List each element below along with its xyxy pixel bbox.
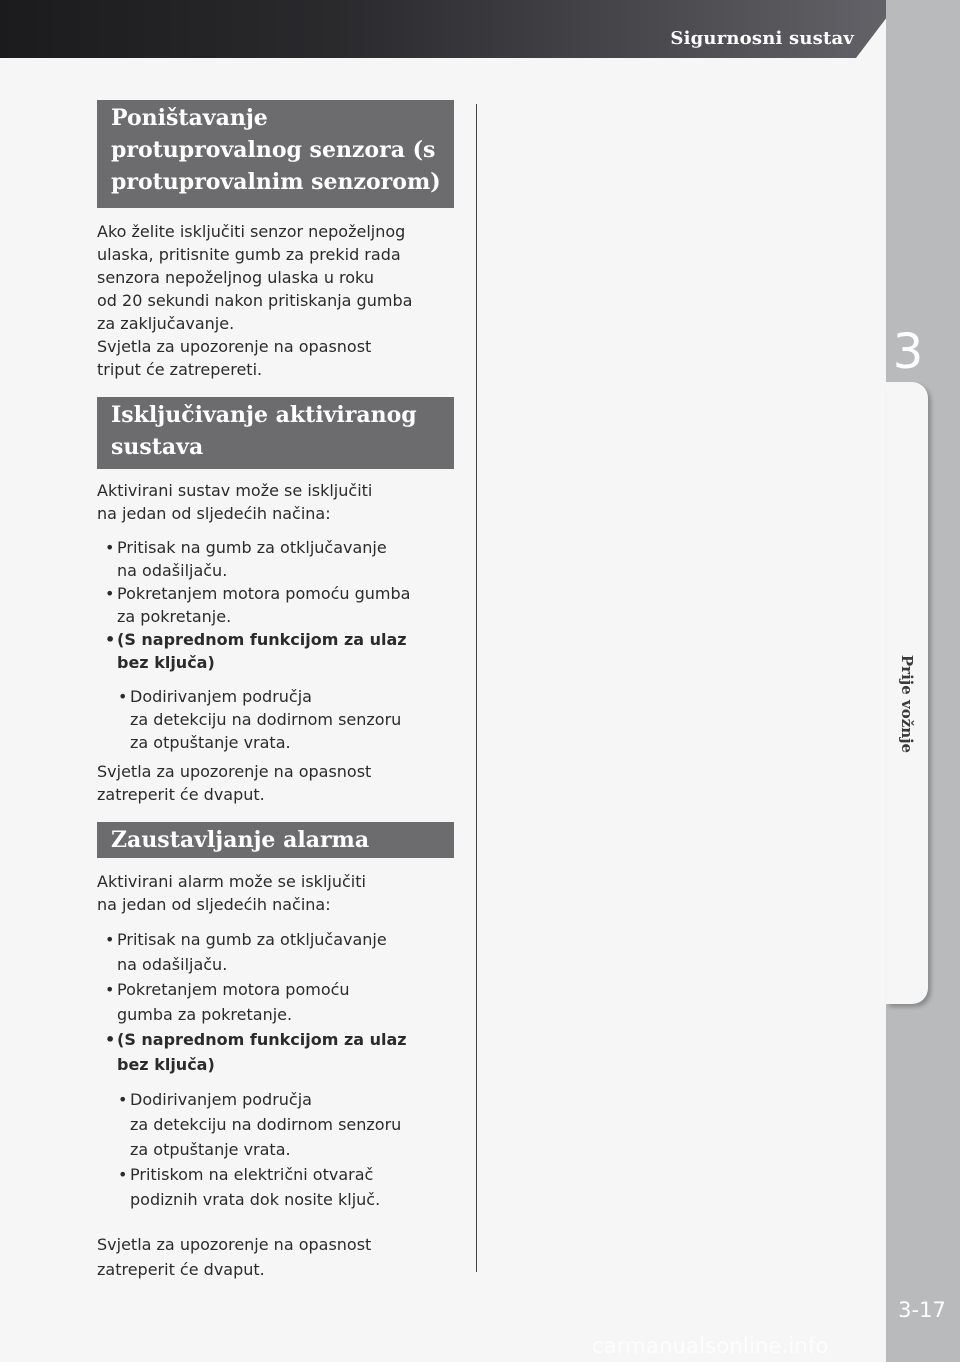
chapter-tab <box>886 382 928 1004</box>
section-outro-disable-system: Svjetla za upozorenje na opasnost zatreperit će dvaput. <box>97 762 372 804</box>
section-heading-disable-system: Isključivanje aktiviranog sustava <box>97 397 454 469</box>
sub-bullet-list-stop-alarm <box>97 1087 454 1212</box>
list-item: • (S naprednom funkcijom za ulaz bez ključa) <box>97 628 454 674</box>
bullet-list-stop-alarm <box>97 927 454 1077</box>
section-heading-stop-alarm: Zaustavljanje alarma <box>97 822 454 858</box>
header-title: Sigurnosni sustav <box>670 28 854 49</box>
page-number: 3-17 <box>898 1298 946 1322</box>
section-intro-stop-alarm: Aktivirani alarm može se isključiti na jedan od sljedećih načina: <box>97 872 366 914</box>
list-item: • Pritisak na gumb za otključavanje na odašiljaču. <box>97 927 454 977</box>
list-item: • Dodirivanjem područja za detekciju na dodirnom senzoru za otpuštanje vrata. <box>97 1087 454 1162</box>
column-divider <box>476 104 477 1272</box>
list-item: • (S naprednom funkcijom za ulaz bez ključa) <box>97 1027 454 1077</box>
list-item: • Pokretanjem motora pomoću gumba za pokretanje. <box>97 582 454 628</box>
list-item: • Pokretanjem motora pomoću gumba za pokretanje. <box>97 977 454 1027</box>
sub-bullet-list-disable-system <box>97 685 454 754</box>
content-column <box>97 100 454 1282</box>
section-intro-disable-system: Aktivirani sustav može se isključiti na jedan od sljedećih načina: <box>97 481 373 523</box>
list-item: • Pritiskom na električni otvarač podiznih vrata dok nosite ključ. <box>97 1162 454 1212</box>
watermark: carmanualsonline.info <box>592 1334 829 1358</box>
chapter-tab-label: Prije vožnje <box>898 654 916 754</box>
section-outro-stop-alarm: Svjetla za upozorenje na opasnost zatreperit će dvaput. <box>97 1235 372 1279</box>
section-heading-reset-sensor: Poništavanje protuprovalnog senzora (s protuprovalnim senzorom) <box>97 100 454 208</box>
list-item: • Pritisak na gumb za otključavanje na odašiljaču. <box>97 536 454 582</box>
section-text-reset-sensor: Ako želite isključiti senzor nepoželjnog ulaska, pritisnite gumb za prekid rada senzora nepoželjnog ulaska u roku od 20 sekundi nakon pritiskanja gumba za zaključavanje. Svjetla za upozorenje na opasnost triput će zatrepereti. <box>97 222 413 379</box>
bullet-list-disable-system <box>97 536 454 674</box>
list-item: • Dodirivanjem područja za detekciju na dodirnom senzoru za otpuštanje vrata. <box>97 685 454 754</box>
chapter-number: 3 <box>892 324 924 380</box>
